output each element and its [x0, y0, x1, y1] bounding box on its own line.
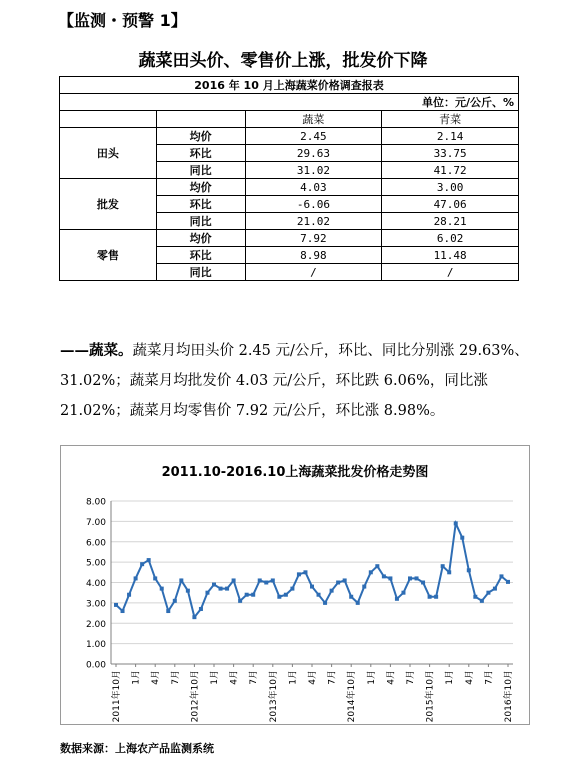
- data-source: 数据来源：上海农产品监测系统: [60, 742, 214, 755]
- row-label: 同比: [156, 162, 245, 179]
- x-tick-label: 4月: [229, 670, 240, 685]
- x-tick-label: 7月: [249, 670, 260, 685]
- data-point: [480, 599, 484, 603]
- data-point: [186, 589, 190, 593]
- chart-title: 2011.10-2016.10上海蔬菜批发价格走势图: [161, 465, 429, 480]
- data-point: [506, 580, 510, 584]
- x-tick-label: 1月: [210, 670, 220, 685]
- table-cell: 8.98: [245, 247, 382, 264]
- data-point: [212, 583, 216, 587]
- paragraph-text: 蔬菜月均田头价 2.45 元/公斤，环比、同比分别涨 29.63%、31.02%；蔬菜月均批发价 4.03 元/公斤，环比跌 6.06%，同比涨 21.02%；蔬菜月均零售价 7.92 元/公斤，环比涨 8.98%。: [60, 343, 529, 419]
- x-tick-label: 2016年10月: [504, 670, 514, 723]
- data-point: [271, 578, 275, 582]
- x-tick-label: 2012年10月: [190, 670, 201, 723]
- data-point: [225, 587, 229, 591]
- x-tick-label: 2015年10月: [425, 670, 436, 723]
- x-tick-label: 7月: [170, 670, 181, 685]
- data-point: [114, 603, 118, 607]
- data-point: [290, 587, 294, 591]
- data-point: [205, 591, 209, 595]
- data-point: [284, 593, 288, 597]
- y-tick-label: 3.00: [85, 599, 106, 610]
- data-point: [127, 593, 131, 597]
- data-point: [447, 570, 451, 574]
- data-point: [134, 576, 138, 580]
- table-cell: 7.92: [245, 230, 382, 247]
- data-point: [441, 564, 445, 568]
- x-tick-label: 2014年10月: [347, 670, 358, 723]
- data-point: [401, 591, 405, 595]
- data-point: [330, 589, 334, 593]
- table-header-blank: [60, 111, 157, 128]
- table-header-blank: [156, 111, 245, 128]
- table-cell: 2.45: [245, 128, 382, 145]
- data-point: [303, 570, 307, 574]
- table-cell: 29.63: [245, 145, 382, 162]
- data-point: [140, 562, 144, 566]
- data-point: [147, 558, 151, 562]
- data-point: [121, 609, 125, 613]
- data-point: [192, 615, 196, 619]
- data-point: [362, 585, 366, 589]
- x-tick-label: 4月: [464, 670, 475, 685]
- row-label: 均价: [156, 230, 245, 247]
- table-cell: -6.06: [245, 196, 382, 213]
- data-point: [258, 578, 262, 582]
- table-cell: 11.48: [382, 247, 519, 264]
- data-point: [356, 601, 360, 605]
- data-point: [251, 593, 255, 597]
- data-point: [473, 595, 477, 599]
- data-point: [499, 574, 503, 578]
- table-cell: 47.06: [382, 196, 519, 213]
- chart-container: [60, 445, 530, 725]
- y-tick-label: 4.00: [85, 579, 106, 589]
- data-point: [153, 576, 157, 580]
- table-cell: /: [245, 264, 382, 281]
- table-caption: 2016 年 10 月上海蔬菜价格调查报表: [60, 77, 519, 94]
- data-point: [336, 581, 340, 585]
- row-label: 环比: [156, 247, 245, 264]
- y-tick-label: 6.00: [85, 538, 106, 549]
- data-point: [310, 585, 314, 589]
- y-tick-label: 2.00: [85, 619, 106, 630]
- x-tick-label: 1月: [366, 670, 377, 685]
- table-cell: 21.02: [245, 213, 382, 230]
- x-tick-label: 2011年10月: [112, 670, 122, 723]
- summary-paragraph: [60, 336, 530, 426]
- data-point: [428, 595, 432, 599]
- table-cell: 6.02: [382, 230, 519, 247]
- data-point: [179, 578, 183, 582]
- y-tick-label: 1.00: [85, 640, 106, 651]
- x-tick-label: 4月: [386, 670, 397, 685]
- group-label-wholesale: 批发: [60, 179, 157, 230]
- data-point: [467, 568, 471, 572]
- page-title: 蔬菜田头价、零售价上涨，批发价下降: [138, 51, 428, 71]
- data-point: [434, 595, 438, 599]
- table-cell: 4.03: [245, 179, 382, 196]
- x-tick-label: 7月: [484, 670, 495, 685]
- data-point: [388, 576, 392, 580]
- data-point: [264, 581, 268, 585]
- data-point: [173, 599, 177, 603]
- table-cell: /: [382, 264, 519, 281]
- table-cell: 3.00: [382, 179, 519, 196]
- data-point: [238, 599, 242, 603]
- data-point: [160, 587, 164, 591]
- x-tick-label: 7月: [406, 670, 416, 685]
- data-point: [395, 597, 399, 601]
- paragraph-lead: ——蔬菜。: [60, 342, 133, 359]
- y-tick-label: 5.00: [85, 558, 106, 569]
- x-tick-label: 2013年10月: [268, 670, 279, 723]
- price-report-table: [59, 76, 519, 281]
- data-point: [297, 572, 301, 576]
- data-point: [408, 576, 412, 580]
- table-cell: 31.02: [245, 162, 382, 179]
- group-label-farm: 田头: [60, 128, 157, 179]
- row-label: 同比: [156, 213, 245, 230]
- data-point: [369, 570, 373, 574]
- table-cell: 41.72: [382, 162, 519, 179]
- table-cell: 33.75: [382, 145, 519, 162]
- y-tick-label: 0.00: [85, 660, 106, 671]
- data-point: [166, 609, 170, 613]
- column-header-vegetables: 蔬菜: [245, 111, 382, 128]
- table-cell: 2.14: [382, 128, 519, 145]
- data-point: [219, 587, 223, 591]
- data-point: [199, 607, 203, 611]
- row-label: 环比: [156, 196, 245, 213]
- x-tick-label: 4月: [151, 670, 162, 685]
- data-point: [343, 578, 347, 582]
- data-point: [375, 564, 379, 568]
- table-unit: 单位：元/公斤、%: [60, 94, 519, 111]
- data-point: [460, 536, 464, 540]
- row-label: 均价: [156, 179, 245, 196]
- row-label: 同比: [156, 264, 245, 281]
- data-point: [317, 593, 321, 597]
- data-point: [232, 578, 236, 582]
- price-trend-chart: [61, 446, 529, 724]
- section-header: 【监测・预警 1】: [58, 11, 187, 30]
- data-point: [323, 601, 327, 605]
- x-tick-label: 1月: [288, 670, 299, 685]
- data-point: [245, 593, 249, 597]
- data-point: [486, 591, 490, 595]
- x-tick-label: 1月: [131, 670, 142, 685]
- row-label: 环比: [156, 145, 245, 162]
- data-point: [493, 587, 497, 591]
- data-point: [421, 581, 425, 585]
- x-tick-label: 4月: [308, 670, 318, 685]
- column-header-greens: 青菜: [382, 111, 519, 128]
- table-cell: 28.21: [382, 213, 519, 230]
- group-label-retail: 零售: [60, 230, 157, 281]
- data-point: [277, 595, 281, 599]
- data-point: [454, 521, 458, 525]
- x-tick-label: 1月: [445, 670, 456, 685]
- data-point: [415, 576, 419, 580]
- x-tick-label: 7月: [327, 670, 338, 685]
- data-point: [349, 595, 353, 599]
- y-tick-label: 8.00: [85, 497, 106, 508]
- data-point: [382, 574, 386, 578]
- y-tick-label: 7.00: [85, 517, 106, 528]
- row-label: 均价: [156, 128, 245, 145]
